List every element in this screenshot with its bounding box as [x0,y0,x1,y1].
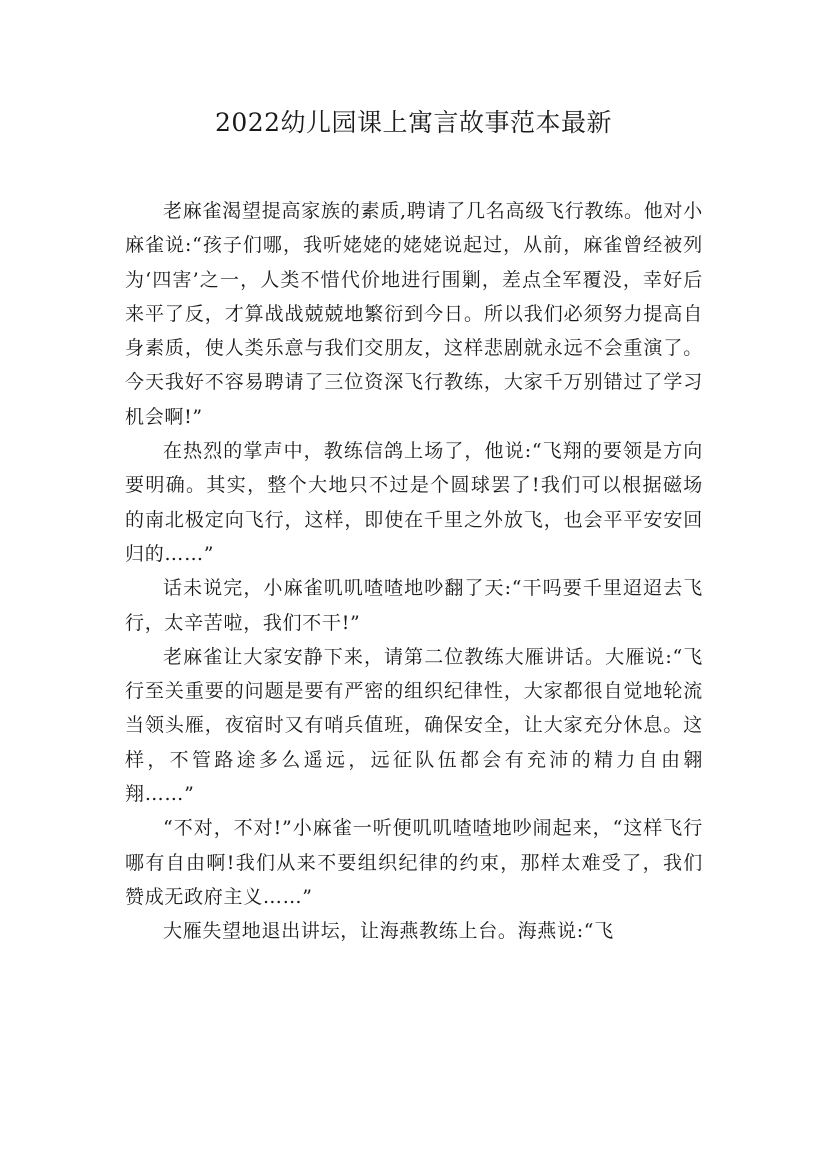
paragraph: 老麻雀让大家安静下来，请第二位教练大雁讲话。大雁说:“飞行至关重要的问题是要有严密的组织纪律性，大家都很自觉地轮流当领头雁，夜宿时又有哨兵值班，确保安全，让大家充分休息。这样，不管路途多么遥远，远征队伍都会有充沛的精力自由翱翔……” [125,645,703,806]
paragraph: 话未说完，小麻雀叽叽喳喳地吵翻了天:“干吗要千里迢迢去飞行，太辛苦啦，我们不干!” [125,577,703,634]
document-title: 2022幼儿园课上寓言故事范本最新 [214,108,613,137]
paragraph: 老麻雀渴望提高家族的素质,聘请了几名高级飞行教练。他对小麻雀说:“孩子们哪，我听姥姥的姥姥说起过，从前，麻雀曾经被列为‘四害’之一，人类不惜代价地进行围剿，差点全军覆没，幸好后来平了反，才算战战兢兢地繁衍到今日。所以我们必须努力提高自身素质，使人类乐意与我们交朋友，这样悲剧就永远不会重演了。今天我好不容易聘请了三位资深飞行教练，大家千万别错过了学习机会啊!” [125,200,703,428]
paragraph: “不对，不对!”小麻雀一听便叽叽喳喳地吵闹起来，“这样飞行哪有自由啊!我们从来不要组织纪律的约束，那样太难受了，我们赞成无政府主义……” [125,817,703,908]
paragraph: 在热烈的掌声中，教练信鸽上场了，他说:“飞翔的要领是方向要明确。其实，整个大地只不过是个圆球罢了!我们可以根据磁场的南北极定向飞行，这样，即使在千里之外放飞，也会平平安安回归的……” [125,440,703,565]
paragraph: 大雁失望地退出讲坛，让海燕教练上台。海燕说:“飞 [163,920,614,943]
document-body [125,194,703,949]
